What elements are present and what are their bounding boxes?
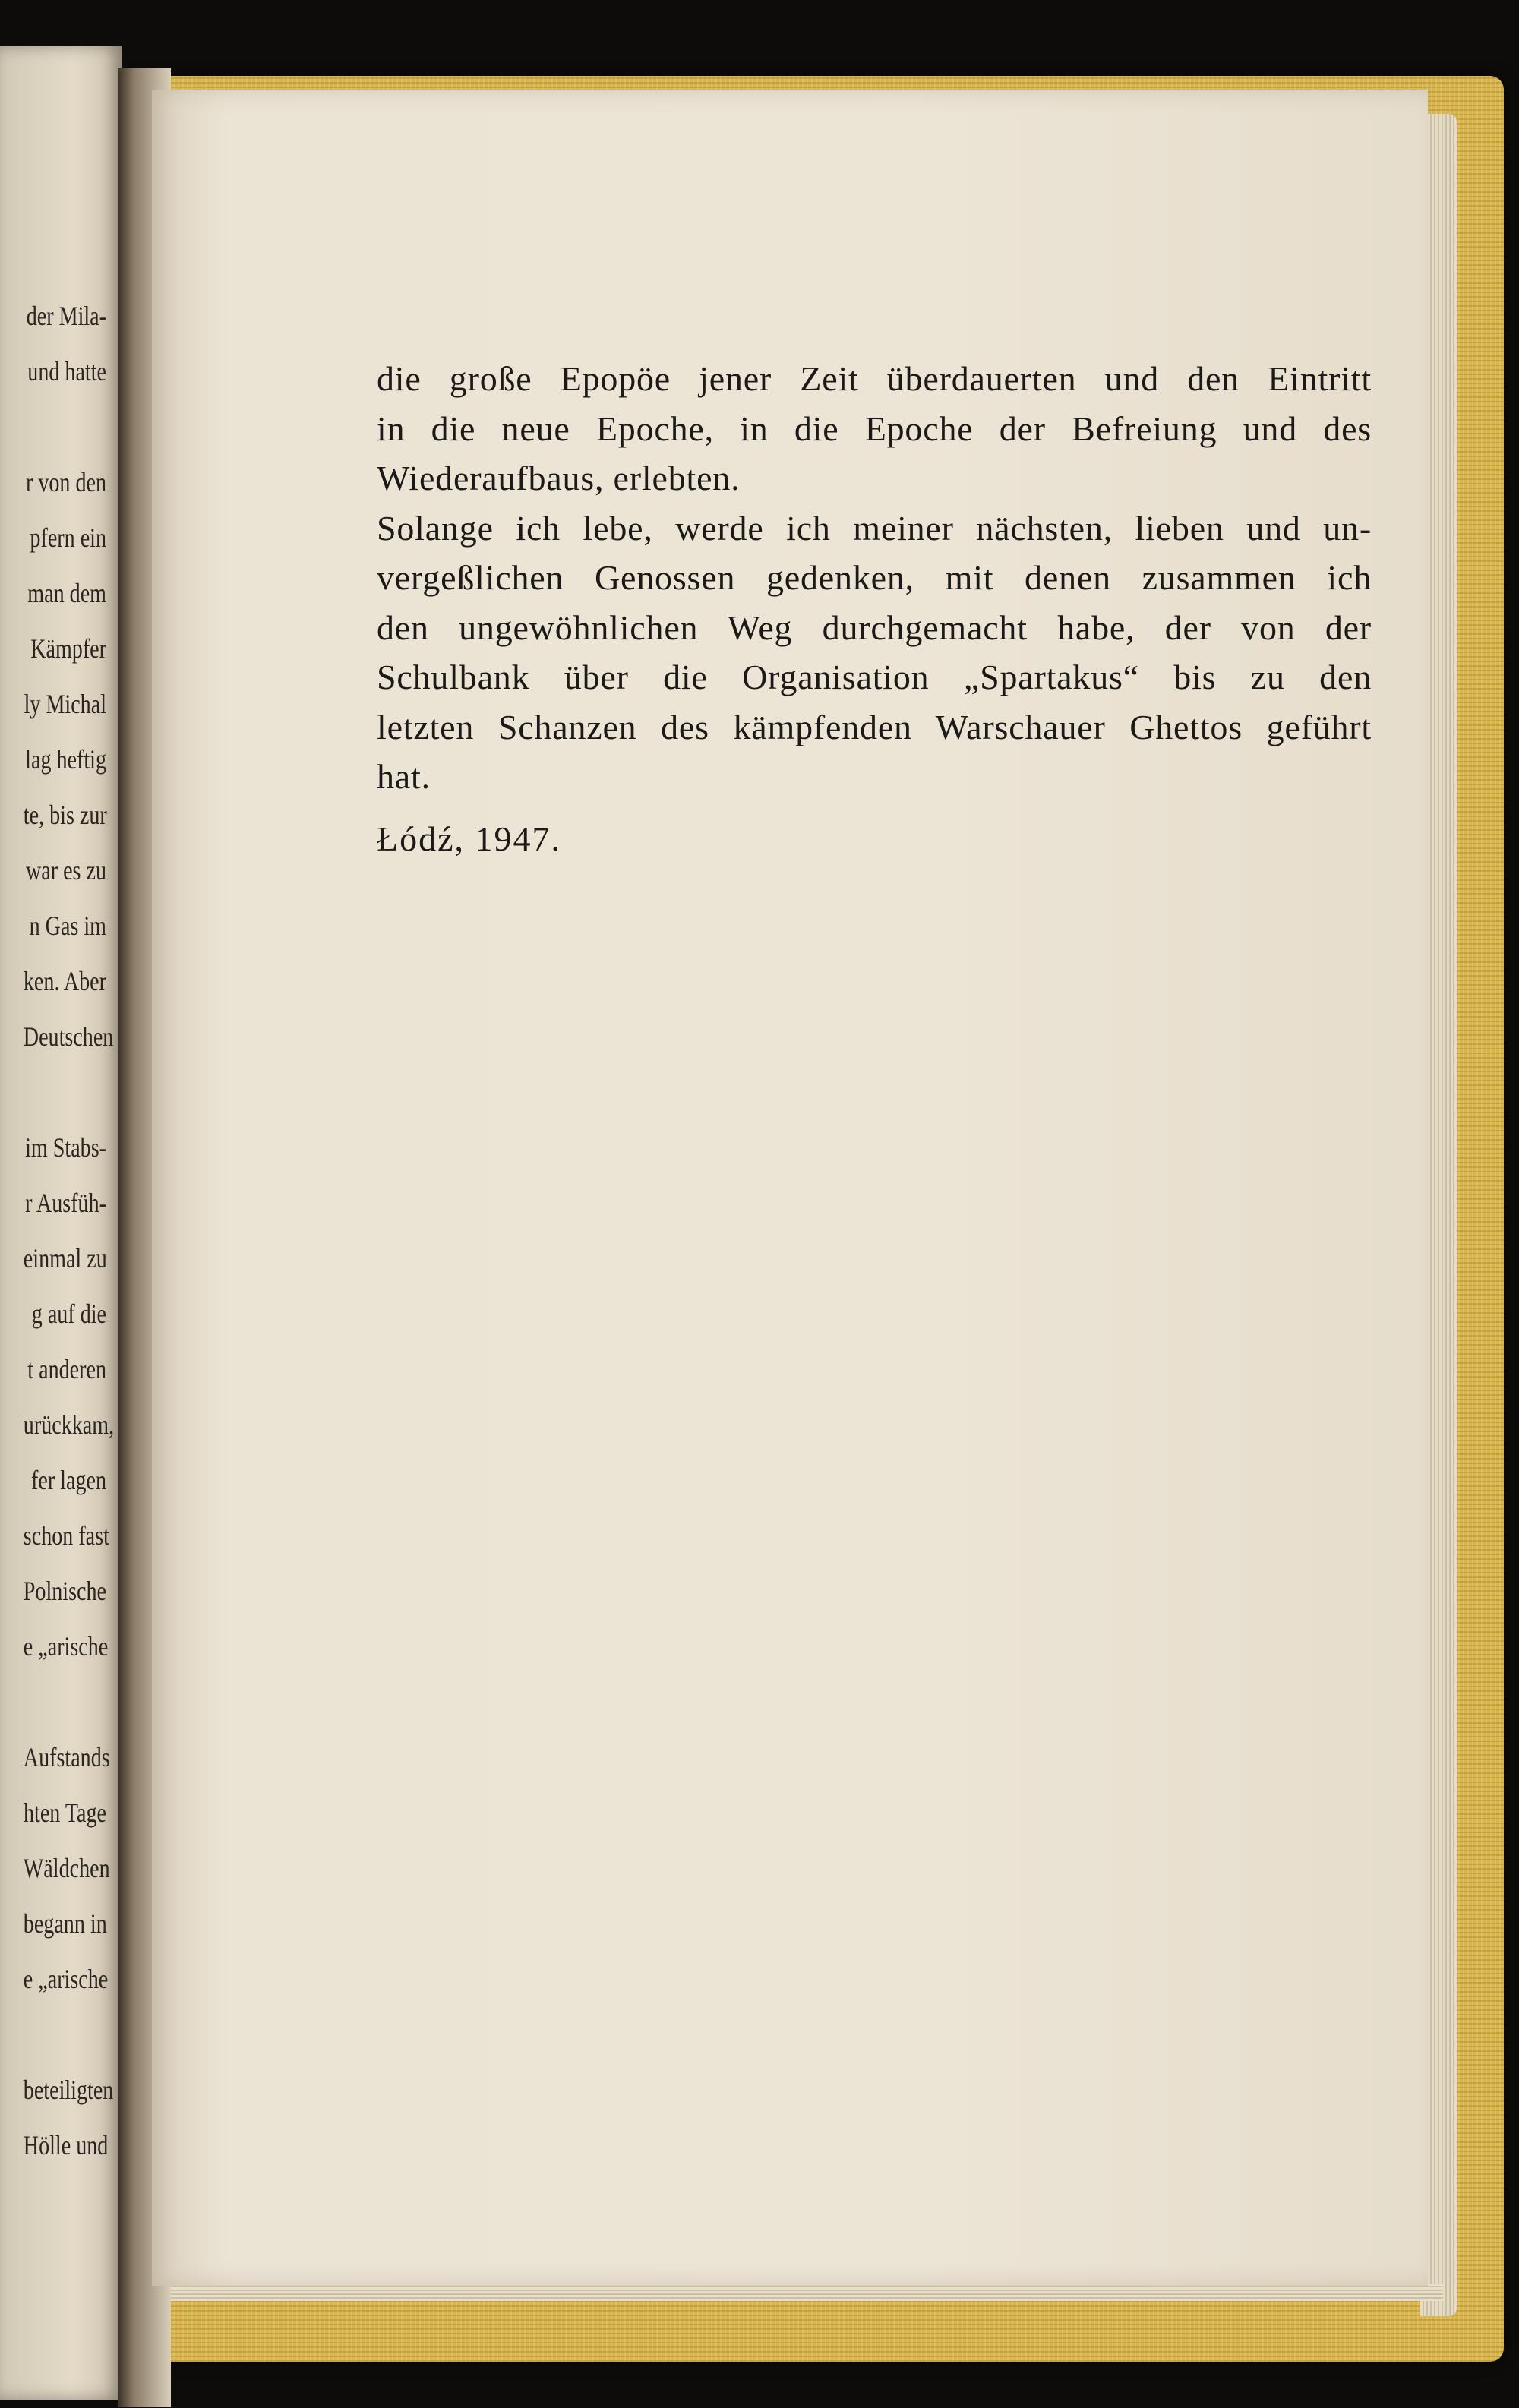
previous-page-line: e „arische (23, 1964, 109, 1994)
place-date-signature: Łódź, 1947. (377, 819, 562, 858)
previous-page-line: g auf die (31, 1299, 107, 1329)
text-line: Schulbank über die Organisation „Spartakus“ bis zu den (377, 658, 1372, 696)
previous-page-line: Hölle und (23, 2130, 109, 2160)
previous-page-line: ken. Aber (23, 966, 106, 996)
previous-page-line: schon fast (23, 1520, 109, 1551)
previous-page-line: lag heftig (25, 744, 106, 775)
previous-page-line: urückkam, (23, 1409, 115, 1440)
text-line: vergeßlichen Genossen gedenken, mit denen zusammen ich (377, 558, 1372, 597)
text-line: hat. (377, 757, 431, 796)
previous-page-line: te, bis zur (23, 800, 107, 830)
previous-page-line: r Ausfüh- (25, 1188, 107, 1218)
previous-page-line (24, 2007, 106, 2062)
previous-page-line: fer lagen (31, 1465, 106, 1495)
text-line: den ungewöhnlichen Weg durchgemacht habe, der von der (377, 608, 1372, 647)
previous-page-line: t anderen (27, 1354, 106, 1384)
previous-page-line: r von den (25, 467, 106, 497)
previous-page (0, 46, 122, 2400)
text-line: Solange ich lebe, werde ich meiner nächsten, lieben und un- (377, 508, 1372, 548)
previous-page-line: Polnische (23, 1576, 106, 1606)
previous-page-line: Wäldchen (23, 1853, 110, 1883)
previous-page-line: hten Tage (23, 1797, 106, 1828)
previous-page-line: der Mila- (26, 301, 106, 331)
current-page (152, 90, 1428, 2286)
previous-page-line: einmal zu (23, 1243, 107, 1273)
text-line: Wiederaufbaus, erlebten. (377, 459, 741, 497)
previous-page-line: im Stabs- (25, 1132, 106, 1163)
previous-page-line (24, 1674, 106, 1730)
previous-page-line: beteiligten (23, 2075, 114, 2105)
previous-page-line: begann in (23, 1908, 107, 1939)
previous-page-line: und hatte (27, 356, 106, 387)
previous-page-line: pfern ein (30, 522, 106, 553)
previous-page-line: man dem (27, 578, 106, 608)
previous-page-line: n Gas im (29, 910, 106, 941)
previous-page-line: ly Michal (24, 689, 106, 719)
previous-page-line (24, 399, 106, 455)
text-line: in die neue Epoche, in die Epoche der Befreiung und des (377, 409, 1372, 448)
previous-page-line: e „arische (23, 1631, 109, 1662)
previous-page-line: Aufstands (23, 1742, 110, 1772)
page-edges-bottom (152, 2284, 1443, 2301)
text-line: die große Epopöe jener Zeit überdauerten und den Eintritt (377, 359, 1372, 398)
body-text (377, 354, 1372, 802)
text-line: letzten Schanzen des kämpfenden Warschauer Ghettos geführt (377, 707, 1372, 746)
previous-page-line: Kämpfer (30, 633, 106, 664)
previous-page-line: Deutschen (23, 1021, 114, 1052)
previous-page-text (23, 289, 115, 2173)
previous-page-line: war es zu (25, 855, 107, 885)
previous-page-line (24, 1065, 106, 1120)
